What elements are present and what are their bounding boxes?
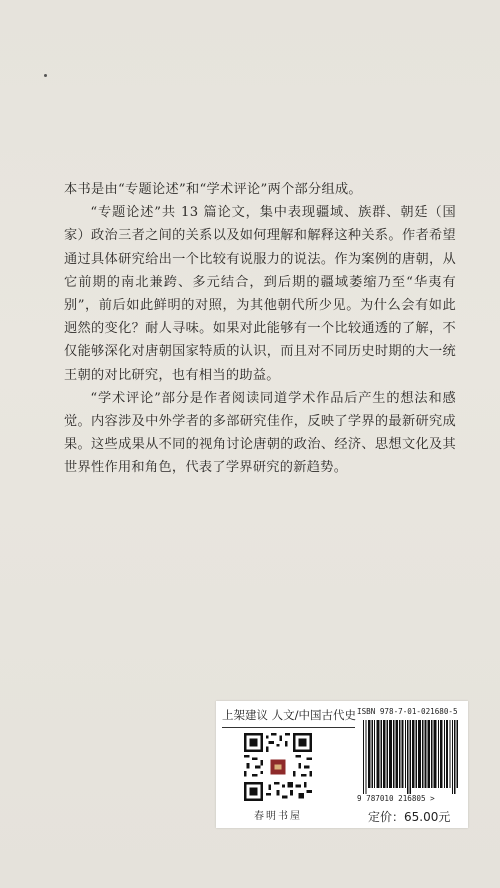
price-label: 定价：65.00元: [368, 810, 451, 824]
ink-dot: [44, 74, 47, 77]
divider: [222, 727, 355, 728]
paragraph-topics: “专题论述”共 13 篇论文，集中表现疆域、族群、朝廷（国家）政治三者之间的关系以及如何理解和解释这种关系。作者希望通过具体研究给出一个比较有说服力的说法。作为案例的唐朝，从它前期的南北兼跨、多元结合，到后期的疆域萎缩乃至“华夷有别”，前后如此鲜明的对照，为其他朝代所少见。为什么会有如此迥然的变化？耐人寻味。如果对此能够有一个比较通透的了解，不仅能够深化对唐朝国家特质的认识，而且对不同历史时期的大一统王朝的对比研究，也有相当的助益。: [64, 205, 456, 383]
barcode-panel: [216, 701, 468, 828]
qr-code-icon: [244, 733, 312, 801]
barcode-icon: [363, 720, 459, 794]
blurb-text: [64, 178, 456, 480]
publisher-name: 春明书屋: [254, 811, 302, 822]
paragraph-intro: 本书是由“专题论述”和“学术评论”两个部分组成。: [64, 182, 362, 197]
isbn-number: ISBN 978-7-01-021680-5: [357, 707, 458, 716]
paragraph-reviews: “学术评论”部分是作者阅读同道学术作品后产生的想法和感觉。内容涉及中外学者的多部研究佳作，反映了学界的最新研究成果。这些成果从不同的视角讨论唐朝的政治、经济、思想文化及其世界性作用和角色，代表了学界研究的新趋势。: [64, 390, 456, 476]
barcode-digits: 9 787010 216805 >: [357, 794, 435, 803]
shelf-suggestion: 上架建议 人文/中国古代史: [222, 708, 357, 722]
